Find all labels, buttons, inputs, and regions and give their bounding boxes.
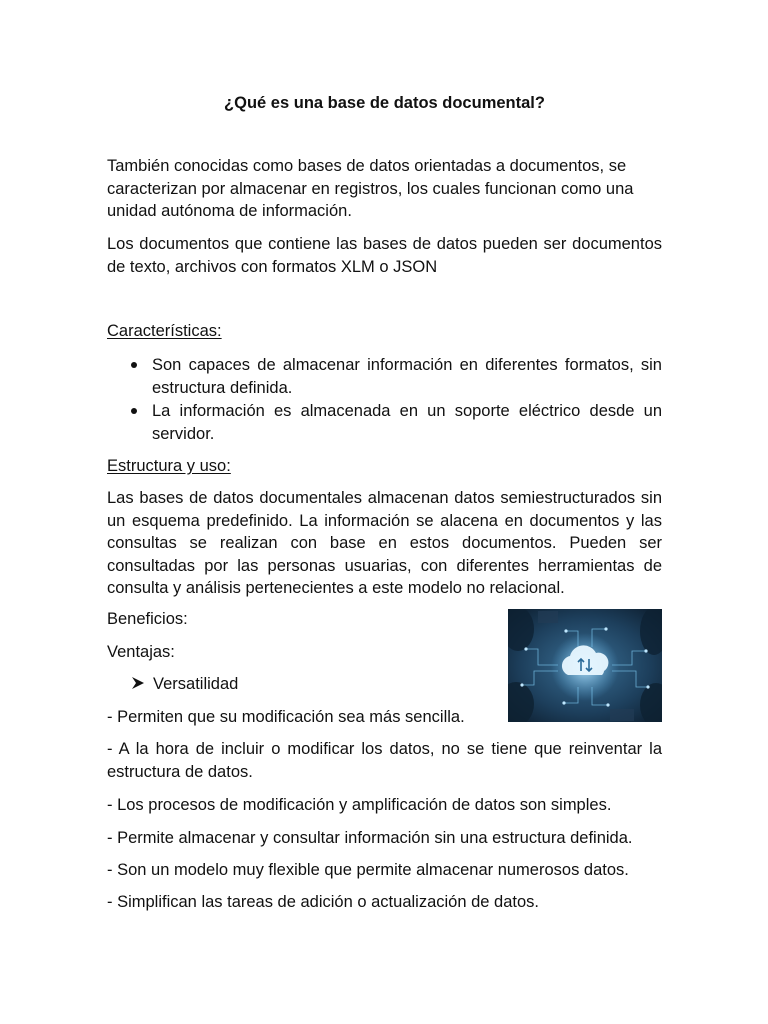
caracteristicas-list [107, 354, 662, 446]
ventaja-item-5: - Son un modelo muy flexible que permite almacenar numerosos datos. [107, 861, 629, 879]
intro-paragraph-2: Los documentos que contiene las bases de datos pueden ser documentos de texto, archivos con formatos XLM o JSON [107, 235, 662, 276]
list-item [107, 354, 662, 399]
caracteristicas-heading-text: Características: [107, 322, 222, 340]
estructura-heading [107, 455, 662, 478]
bullet-icon [131, 408, 137, 414]
ventaja-item-4: - Permite almacenar y consultar información sin una estructura definida. [107, 829, 633, 847]
beneficios-label: Beneficios: [107, 610, 188, 628]
page-title: ¿Qué es una base de datos documental? [224, 94, 545, 112]
list-item [107, 400, 662, 445]
ventaja-item-1: - Permiten que su modificación sea más sencilla. [107, 708, 465, 726]
ventajas-label: Ventajas: [107, 643, 175, 661]
list-item-text: Son capaces de almacenar información en diferentes formatos, sin estructura definida. [152, 356, 662, 397]
versatilidad-item [131, 673, 238, 697]
estructura-heading-text: Estructura y uso: [107, 457, 231, 475]
caracteristicas-heading [107, 320, 662, 343]
intro-paragraph-1: También conocidas como bases de datos orientadas a documentos, se caracterizan por almacenar en registros, los cuales funcionan como una unidad autónoma de información. [107, 157, 634, 220]
versatilidad-label: Versatilidad [153, 675, 239, 693]
bullet-icon [131, 362, 137, 368]
arrow-bullet-icon [131, 674, 145, 697]
estructura-paragraph: Las bases de datos documentales almacenan datos semiestructurados sin un esquema predefinido. La información se alacena en documentos y las consultas se realizan con base en estos documentos. Pueden ser consultadas por las personas usuarias, con diferentes herramientas de consulta y análisis pertenecientes a este modelo no relacional. [107, 489, 662, 597]
ventaja-item-2: - A la hora de incluir o modificar los datos, no se tiene que reinventar la estructura de datos. [107, 740, 662, 781]
list-item-text: La información es almacenada en un soporte eléctrico desde un servidor. [152, 402, 662, 443]
ventaja-item-6: - Simplifican las tareas de adición o actualización de datos. [107, 893, 539, 911]
ventaja-item-3: - Los procesos de modificación y amplificación de datos son simples. [107, 796, 612, 814]
